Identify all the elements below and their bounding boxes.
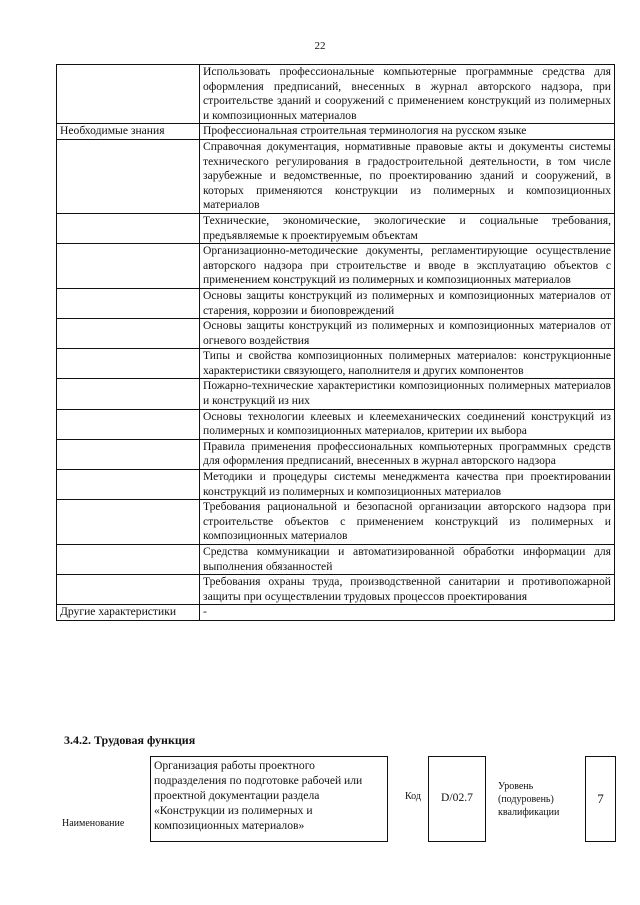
- requirements-table: [56, 64, 615, 621]
- row-label: [57, 409, 200, 439]
- row-label: [57, 470, 200, 500]
- row-text: Пожарно-технические характеристики композиционных полимерных материалов и конструкций из них: [200, 379, 615, 409]
- function-name-box: [150, 756, 388, 842]
- row-text: Основы защиты конструкций из полимерных и композиционных материалов от старения, коррозии и биоповреждений: [200, 288, 615, 318]
- table-row: [57, 319, 615, 349]
- row-text: Требования охраны труда, производственной санитарии и противопожарной защиты при осуществлении трудовых процессов проектирования: [200, 575, 615, 605]
- table-row: [57, 470, 615, 500]
- table-row: [57, 65, 615, 124]
- row-label: [57, 439, 200, 469]
- row-label: [57, 379, 200, 409]
- level-value: 7: [597, 791, 604, 806]
- table-row: [57, 124, 615, 140]
- page-number: 22: [314, 40, 326, 52]
- row-text: Основы технологии клеевых и клеемеханических соединений конструкций из полимерных и композиционных материалов, критерии их выбора: [200, 409, 615, 439]
- table-row: [57, 575, 615, 605]
- table-row: [57, 545, 615, 575]
- section-heading: 3.4.2. Трудовая функция: [64, 733, 196, 747]
- row-label: [57, 545, 200, 575]
- table-row: [57, 439, 615, 469]
- table-row: [57, 500, 615, 545]
- row-label: [57, 65, 200, 124]
- table-row: [57, 349, 615, 379]
- level-label: Уровень (подуровень) квалификации: [498, 781, 560, 818]
- code-value: D/02.7: [441, 791, 473, 804]
- name-label: Наименование: [62, 818, 125, 829]
- row-text: Методики и процедуры системы менеджмента качества при проектировании конструкций из полимерных и композиционных материалов: [200, 470, 615, 500]
- row-label: [57, 575, 200, 605]
- table-row: [57, 288, 615, 318]
- row-label: [57, 288, 200, 318]
- row-label: [57, 500, 200, 545]
- row-label: [57, 244, 200, 289]
- row-text: Справочная документация, нормативные правовые акты и документы системы технического регулирования в градостроительной деятельности, в том числе зарубежные и ведомственные, по проектированию зданий и сооружений, в которых применяются конструкции из полимерных и композиционных материалов: [200, 139, 615, 213]
- function-name: Организация работы проектного подразделения по подготовке рабочей или проектной документации раздела «Конструкции из полимерных и композиционных материалов»: [154, 759, 363, 832]
- table-row: [57, 213, 615, 243]
- row-label: Необходимые знания: [57, 124, 200, 140]
- table-row: [57, 244, 615, 289]
- code-label: Код: [405, 791, 421, 802]
- table-row: [57, 605, 615, 621]
- table-row: [57, 379, 615, 409]
- table-row: [57, 409, 615, 439]
- row-label: [57, 319, 200, 349]
- row-text: Технические, экономические, экологические и социальные требования, предъявляемые к проектируемым объектам: [200, 213, 615, 243]
- level-box: [585, 756, 616, 842]
- row-label: Другие характеристики: [57, 605, 200, 621]
- code-box: [428, 756, 486, 842]
- row-text: Основы защиты конструкций из полимерных и композиционных материалов от огневого воздействия: [200, 319, 615, 349]
- row-text: Типы и свойства композиционных полимерных материалов: конструкционные характеристики связующего, наполнителя и других компонентов: [200, 349, 615, 379]
- row-text: Средства коммуникации и автоматизированной обработки информации для выполнения обязанностей: [200, 545, 615, 575]
- row-text: Требования рациональной и безопасной организации авторского надзора при строительстве объектов с применением конструкций из полимерных и композиционных материалов: [200, 500, 615, 545]
- row-text: -: [200, 605, 615, 621]
- row-label: [57, 139, 200, 213]
- row-label: [57, 349, 200, 379]
- row-text: Использовать профессиональные компьютерные программные средства для оформления предписаний, внесенных в журнал авторского надзора, при строительстве зданий и сооружений с применением конструкций из полимерных и композиционных материалов: [200, 65, 615, 124]
- row-text: Организационно-методические документы, регламентирующие осуществление авторского надзора при строительстве и вводе в эксплуатацию объектов с применением конструкций из полимерных и композиционных материалов: [200, 244, 615, 289]
- row-text: Профессиональная строительная терминология на русском языке: [200, 124, 615, 140]
- row-label: [57, 213, 200, 243]
- row-text: Правила применения профессиональных компьютерных программных средств для оформления предписаний, внесенных в журнал авторского надзора: [200, 439, 615, 469]
- table-row: [57, 139, 615, 213]
